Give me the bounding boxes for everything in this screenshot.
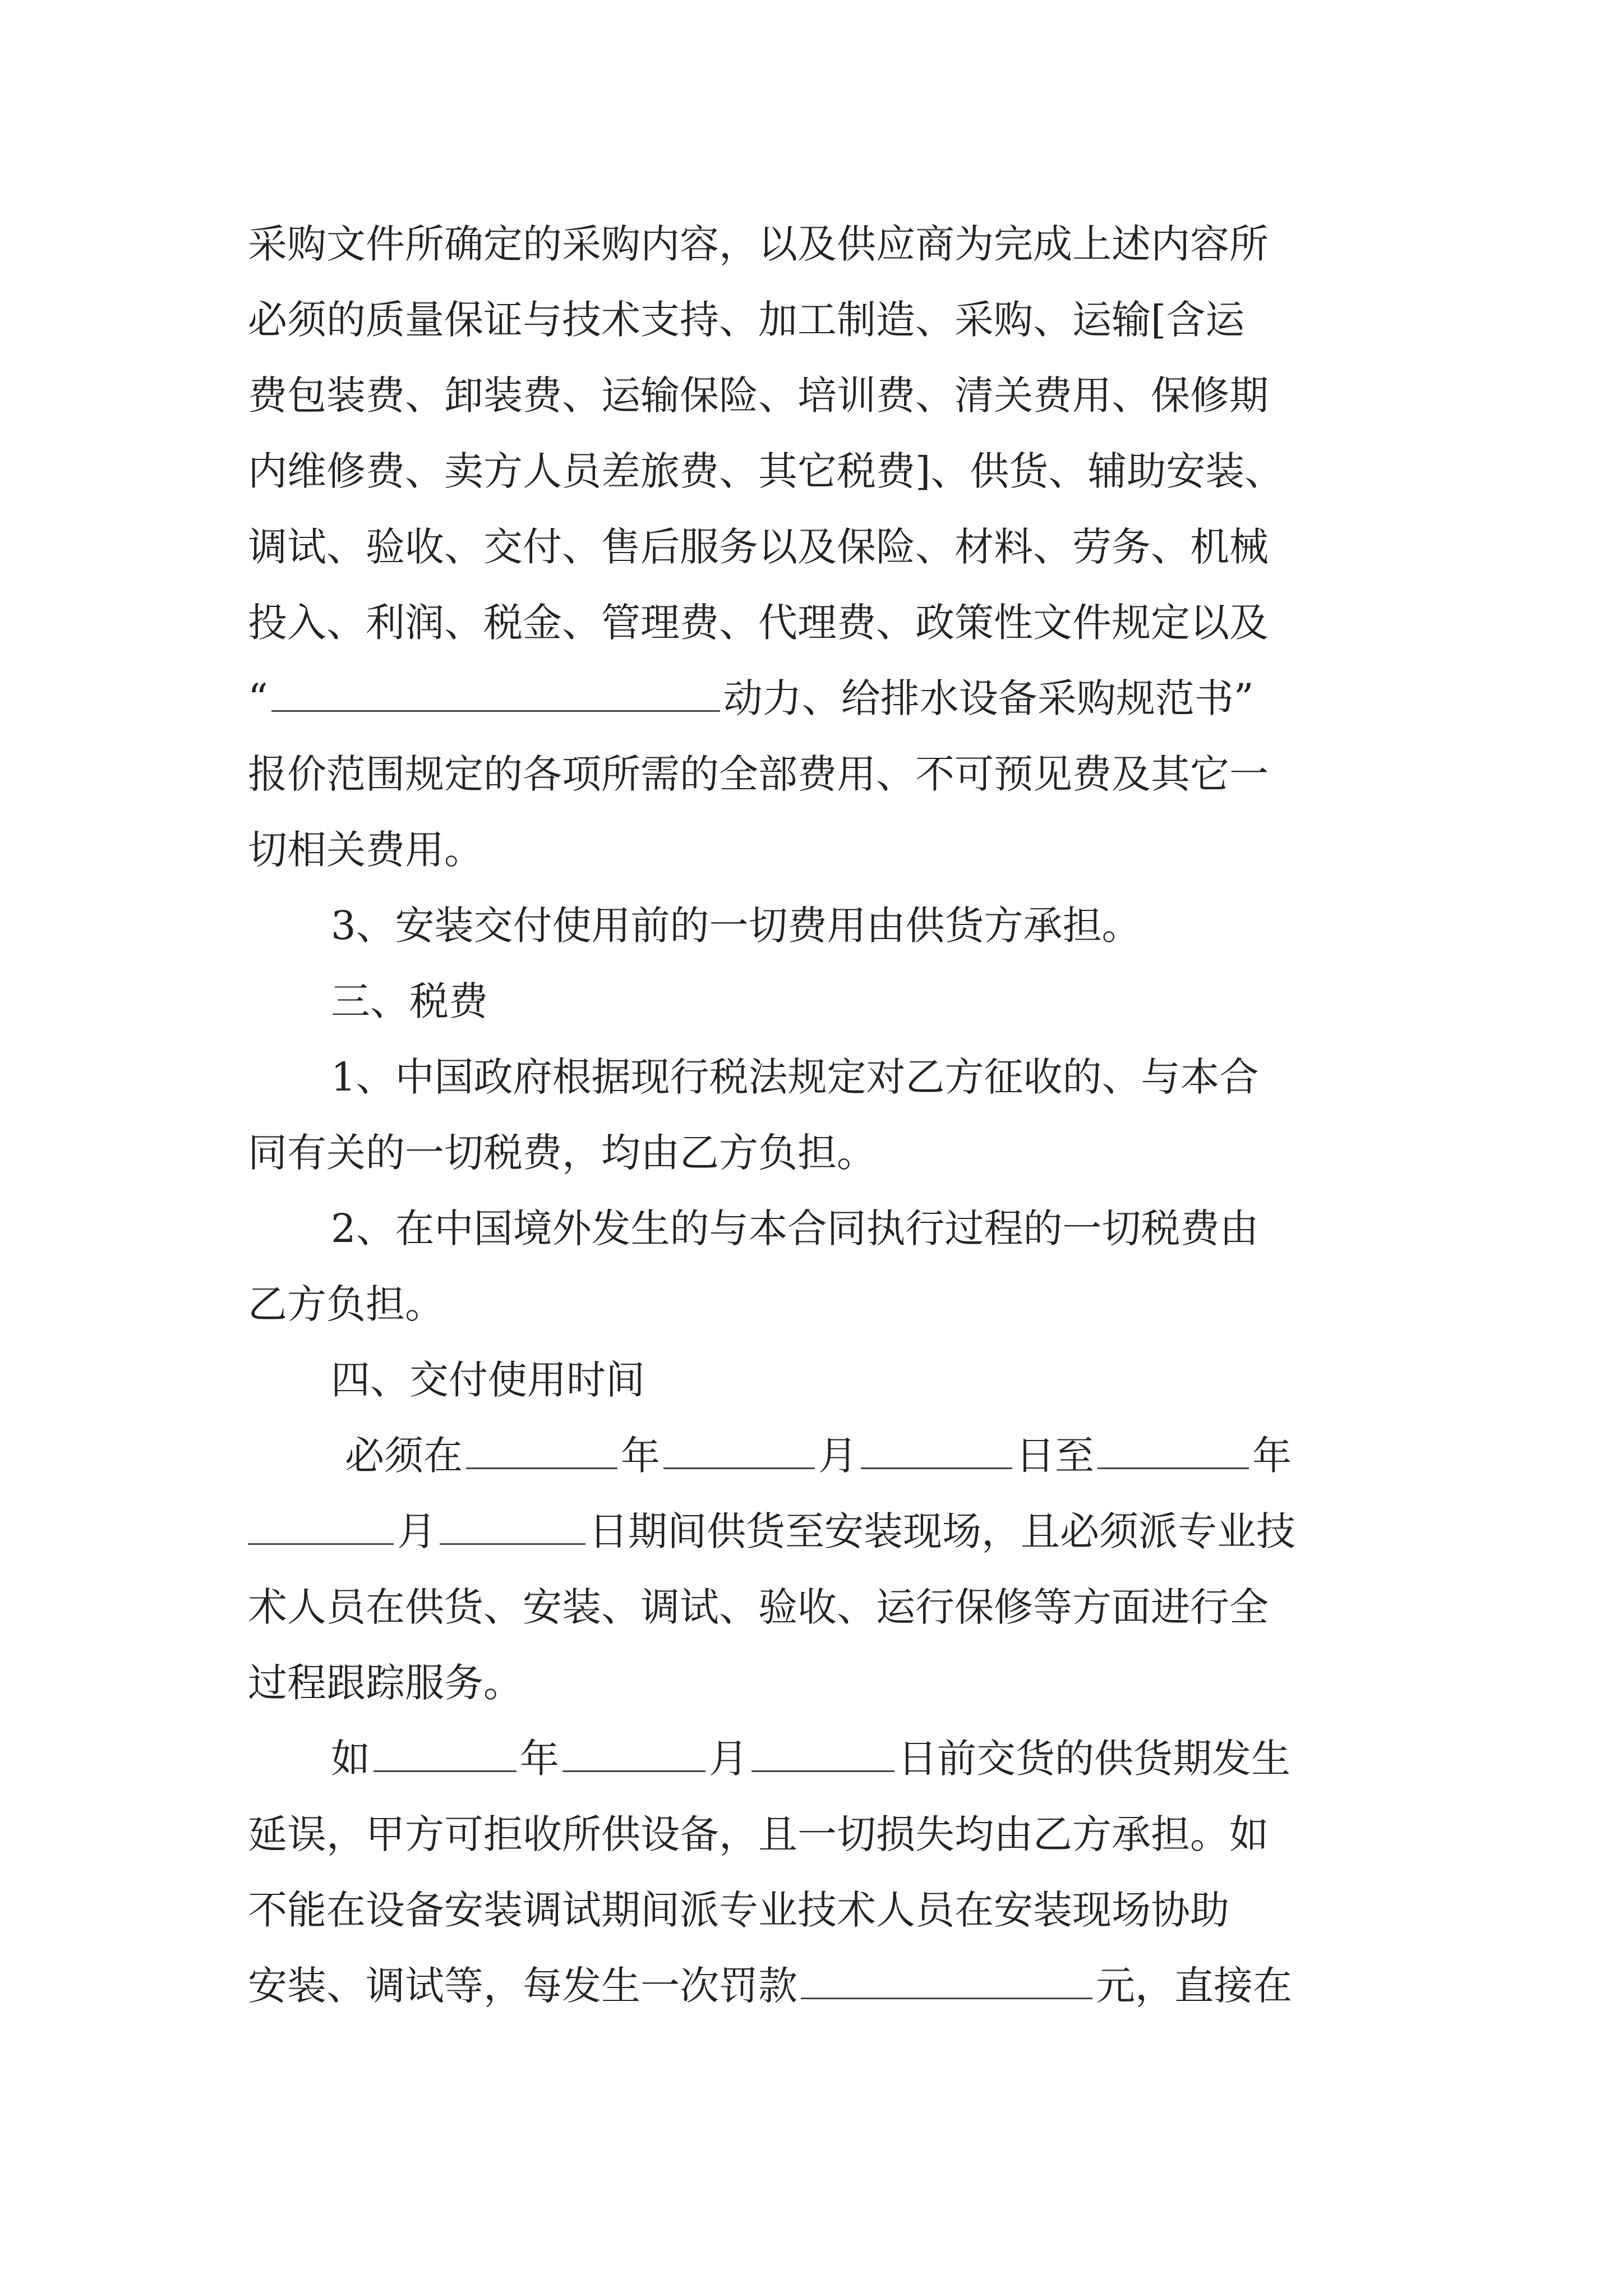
text-segment: 月 <box>397 1508 436 1554</box>
blank-field <box>1098 1428 1249 1469</box>
text-line <box>248 1501 1375 1562</box>
text-line: 投入、利润、税金、管理费、代理费、政策性文件规定以及 <box>248 600 1269 646</box>
text-line: 过程跟踪服务。 <box>248 1660 523 1706</box>
text-line: 调试、验收、交付、售后服务以及保险、材料、劳务、机械 <box>248 524 1269 570</box>
text-line: 切相关费用。 <box>248 827 483 873</box>
text-segment: 安装、调试等，每发生一次罚款 <box>248 1963 797 2009</box>
text-line: 乙方负担。 <box>248 1281 444 1327</box>
text-line: 术人员在供货、安装、调试、验收、运行保修等方面进行全 <box>248 1584 1269 1630</box>
blank-field <box>248 1504 394 1545</box>
text-segment: 日至 <box>1016 1433 1094 1479</box>
text-line <box>331 1728 1458 1789</box>
section-heading: 三、税费 <box>331 978 488 1024</box>
text-line: 费包装费、卸装费、运输保险、培训费、清关费用、保修期 <box>248 372 1269 418</box>
text-line <box>345 1425 1472 1487</box>
blank-field <box>663 1428 815 1469</box>
blank-field <box>271 671 720 712</box>
text-line: 采购文件所确定的采购内容，以及供应商为完成上述内容所 <box>248 221 1269 267</box>
text-segment: 日期间供货至安装现场，且必须派专业技 <box>589 1508 1295 1554</box>
text-segment: 月 <box>709 1736 748 1782</box>
text-line: 不能在设备安装调试期间派专业技术人员在安装现场协助 <box>248 1887 1229 1933</box>
text-line: 延误，甲方可拒收所供设备，且一切损失均由乙方承担。如 <box>248 1811 1269 1857</box>
text-segment: 日前交货的供货期发生 <box>898 1736 1290 1782</box>
blank-field <box>801 1958 1092 1999</box>
blank-field <box>374 1731 517 1772</box>
text-segment: 如 <box>331 1736 370 1782</box>
blank-field <box>562 1731 706 1772</box>
text-segment: “ <box>248 675 268 721</box>
text-segment: 年 <box>1252 1433 1292 1479</box>
text-segment: 月 <box>818 1433 857 1479</box>
blank-field <box>751 1731 895 1772</box>
text-line <box>248 1955 1375 2017</box>
text-line: 同有关的一切税费，均由乙方负担。 <box>248 1130 876 1176</box>
text-line <box>248 668 1375 729</box>
blank-field <box>861 1428 1012 1469</box>
text-line: 报价范围规定的各项所需的全部费用、不可预见费及其它一 <box>248 751 1269 797</box>
blank-field <box>440 1504 585 1545</box>
text-segment: 年 <box>621 1433 660 1479</box>
blank-field <box>466 1428 617 1469</box>
text-segment: 必须在 <box>345 1433 463 1479</box>
text-line: 2、在中国境外发生的与本合同执行过程的一切税费由 <box>331 1205 1259 1251</box>
text-line: 内维修费、卖方人员差旅费、其它税费]、供货、辅助安装、 <box>248 448 1284 494</box>
text-segment: 年 <box>520 1736 559 1782</box>
section-heading: 四、交付使用时间 <box>331 1357 645 1403</box>
text-line: 3、安装交付使用前的一切费用由供货方承担。 <box>331 903 1141 949</box>
text-segment: 动力、给排水设备采购规范书” <box>723 675 1254 721</box>
text-line: 1、中国政府根据现行税法规定对乙方征收的、与本合 <box>331 1054 1259 1100</box>
text-line: 必须的质量保证与技术支持、加工制造、采购、运输[含运 <box>248 297 1245 343</box>
text-segment: 元，直接在 <box>1096 1963 1292 2009</box>
